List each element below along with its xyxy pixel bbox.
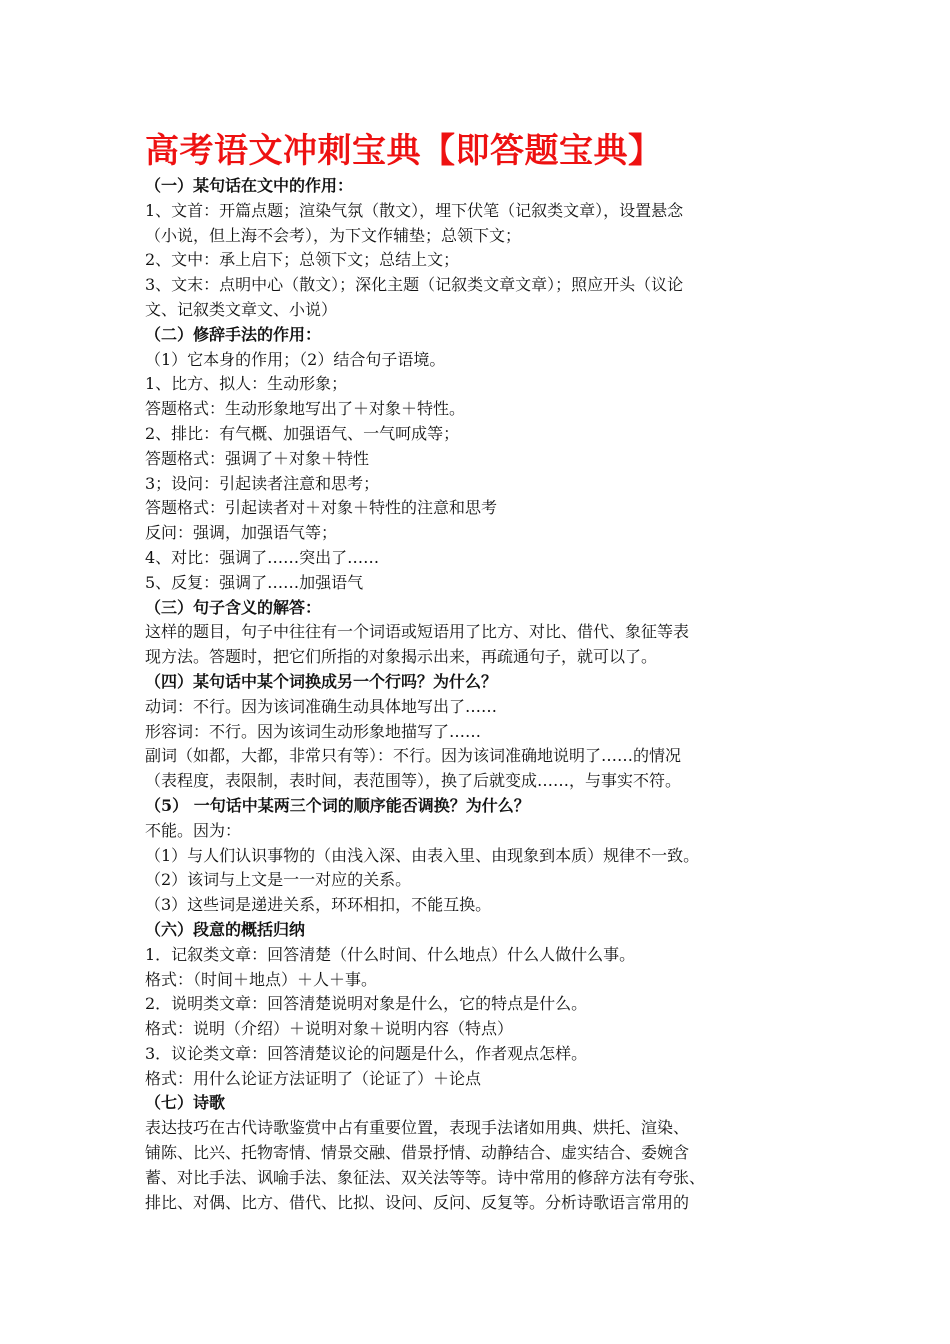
section-heading: （二）修辞手法的作用： <box>145 324 322 344</box>
text-line: 1．记叙类文章：回答清楚（什么时间、什么地点）什么人做什么事。 <box>145 944 636 964</box>
text-line: （1）它本身的作用；（2）结合句子语境。 <box>145 349 446 369</box>
text-line: 表达技巧在古代诗歌鉴赏中占有重要位置，表现手法诸如用典、烘托、渲染、 <box>145 1118 690 1138</box>
text-line: 现方法。答题时，把它们所指的对象揭示出来，再疏通句子，就可以了。 <box>145 647 658 667</box>
section-heading: （一）某句话在文中的作用： <box>145 176 354 195</box>
text-line: 不能。因为： <box>145 820 242 840</box>
text-line: 格式：（时间＋地点）＋人＋事。 <box>145 969 378 989</box>
text-line: 格式：说明（介绍）＋说明对象＋说明内容（特点） <box>145 1019 514 1039</box>
text-line: 1、文首：开篇点题；渲染气氛（散文），埋下伏笔（记叙类文章），设置悬念 <box>145 200 684 220</box>
text-line: 5、反复：强调了……加强语气 <box>145 572 364 592</box>
text-line: 答题格式：生动形象地写出了＋对象＋特性。 <box>145 399 466 419</box>
text-line: （1）与人们认识事物的（由浅入深、由表入里、由现象到本质）规律不一致。 <box>145 845 700 865</box>
text-line: 形容词：不行。因为该词生动形象地描写了…… <box>145 721 482 741</box>
text-line: 3；设问：引起读者注意和思考； <box>145 473 380 493</box>
section-heading: （七）诗歌 <box>145 1093 226 1113</box>
text-line: （3）这些词是递进关系，环环相扣，不能互换。 <box>145 895 492 915</box>
text-line: 格式：用什么论证方法证明了（论证了）＋论点 <box>145 1068 482 1088</box>
text-line: 动词：不行。因为该词准确生动具体地写出了…… <box>145 696 498 716</box>
document-page <box>145 128 835 1215</box>
text-line: 铺陈、比兴、托物寄情、情景交融、借景抒情、动静结合、虚实结合、委婉含 <box>145 1143 690 1163</box>
text-line: 答题格式：强调了＋对象＋特性 <box>145 448 370 468</box>
text-line: 蓄、对比手法、讽喻手法、象征法、双关法等等。诗中常用的修辞方法有夸张、 <box>145 1167 706 1187</box>
text-line: 2、文中：承上启下；总领下文；总结上文； <box>145 250 460 270</box>
text-line: 3．议论类文章：回答清楚议论的问题是什么，作者观点怎样。 <box>145 1043 588 1063</box>
text-line: 2．说明类文章：回答清楚说明对象是什么，它的特点是什么。 <box>145 994 588 1014</box>
text-line: （小说，但上海不会考），为下文作辅垫；总领下文； <box>145 225 522 245</box>
document-title: 高考语文冲刺宝典【即答题宝典】 <box>145 131 663 171</box>
section-heading: （四）某句话中某个词换成另一个行吗？为什么？ <box>145 671 498 691</box>
document-body <box>145 174 835 1215</box>
text-line: 排比、对偶、比方、借代、比拟、设问、反问、反复等。分析诗歌语言常用的 <box>145 1192 690 1212</box>
text-line: 1、比方、拟人：生动形象； <box>145 374 348 394</box>
section-heading: （5） 一句话中某两三个词的顺序能否调换？为什么？ <box>145 795 530 815</box>
text-line: （2）该词与上文是一一对应的关系。 <box>145 870 412 890</box>
text-line: 3、文末：点明中心（散文）；深化主题（记叙类文章文章）；照应开头（议论 <box>145 275 684 295</box>
text-line: （表程度，表限制，表时间，表范围等），换了后就变成……，与事实不符。 <box>145 771 682 791</box>
section-heading: （三）句子含义的解答： <box>145 597 322 617</box>
text-line: 2、排比：有气概、加强语气、一气呵成等； <box>145 423 460 443</box>
text-line: 这样的题目，句子中往往有一个词语或短语用了比方、对比、借代、象征等表 <box>145 622 690 642</box>
text-line: 文、记叙类文章文、小说） <box>145 299 338 319</box>
text-line: 反问：强调，加强语气等； <box>145 523 338 543</box>
text-line: 4、对比：强调了……突出了…… <box>145 547 380 567</box>
text-line: 副词（如都，大都，非常只有等）：不行。因为该词准确地说明了……的情况 <box>145 746 682 766</box>
text-line: 答题格式：引起读者对＋对象＋特性的注意和思考 <box>145 498 498 518</box>
section-heading: （六）段意的概括归纳 <box>145 919 306 939</box>
